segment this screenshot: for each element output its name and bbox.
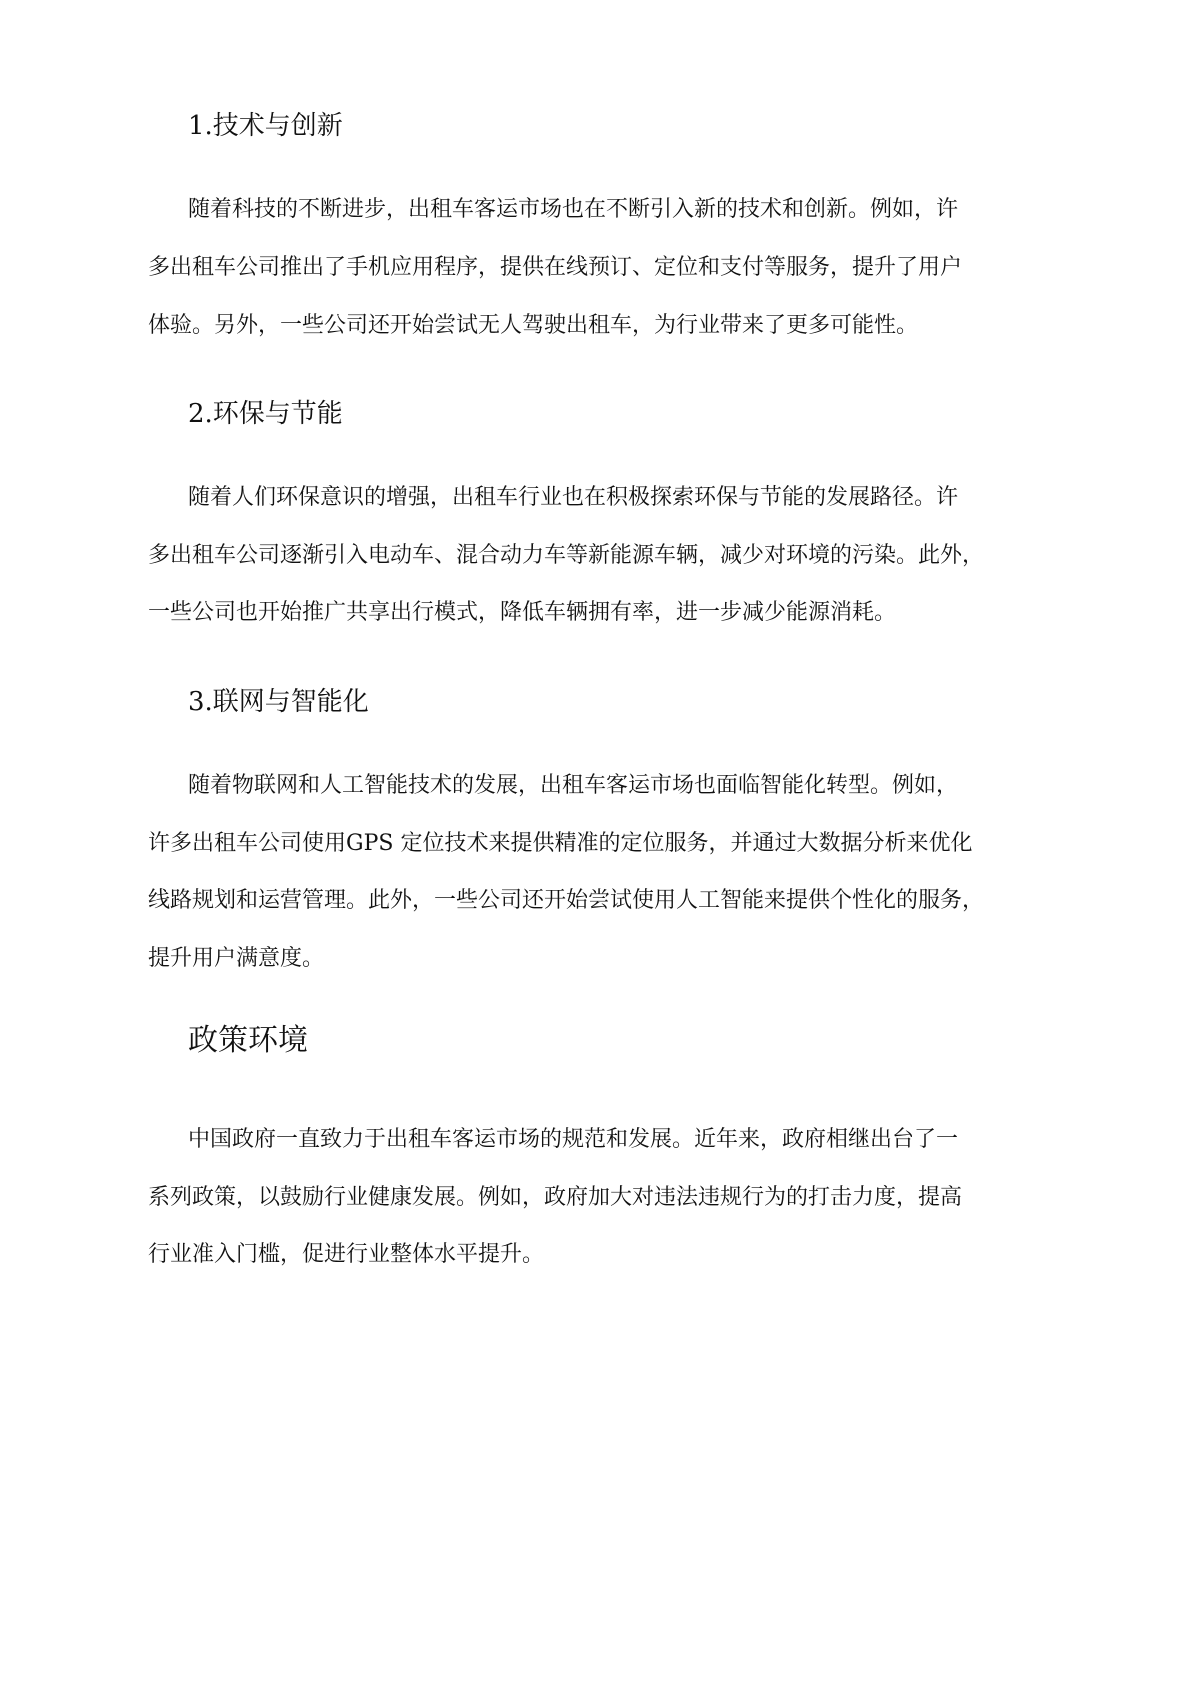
paragraph-line: 线路规划和运营管理。此外，一些公司还开始尝试使用人工智能来提供个性化的服务， xyxy=(148,888,985,913)
paragraph-line: 许多出租车公司使用GPS 定位技术来提供精准的定位服务，并通过大数据分析来优化 xyxy=(148,831,973,856)
paragraph-line: 一些公司也开始推广共享出行模式，降低车辆拥有率，进一步减少能源消耗。 xyxy=(148,600,897,625)
section-heading-iot: 3.联网与智能化 xyxy=(188,687,369,717)
paragraph-line: 提升用户满意度。 xyxy=(148,946,325,971)
section-heading-technology: 1.技术与创新 xyxy=(188,111,343,141)
section-heading-environment: 2.环保与节能 xyxy=(188,399,343,429)
paragraph-line: 行业准入门槛，促进行业整体水平提升。 xyxy=(148,1242,545,1267)
paragraph-line: 系列政策，以鼓励行业健康发展。例如，政府加大对违法违规行为的打击力度，提高 xyxy=(148,1185,963,1210)
paragraph-line: 多出租车公司推出了手机应用程序，提供在线预订、定位和支付等服务，提升了用户 xyxy=(148,255,963,280)
paragraph-line: 随着科技的不断进步，出租车客运市场也在不断引入新的技术和创新。例如，许 xyxy=(188,197,959,222)
paragraph-line: 随着物联网和人工智能技术的发展，出租车客运市场也面临智能化转型。例如， xyxy=(188,773,959,798)
section-heading-policy: 政策环境 xyxy=(188,1023,308,1058)
paragraph-line: 多出租车公司逐渐引入电动车、混合动力车等新能源车辆，减少对环境的污染。此外， xyxy=(148,543,985,568)
paragraph-line: 体验。另外，一些公司还开始尝试无人驾驶出租车，为行业带来了更多可能性。 xyxy=(148,313,919,338)
paragraph-line: 随着人们环保意识的增强，出租车行业也在积极探索环保与节能的发展路径。许 xyxy=(188,485,959,510)
paragraph-line: 中国政府一直致力于出租车客运市场的规范和发展。近年来，政府相继出台了一 xyxy=(188,1127,959,1152)
